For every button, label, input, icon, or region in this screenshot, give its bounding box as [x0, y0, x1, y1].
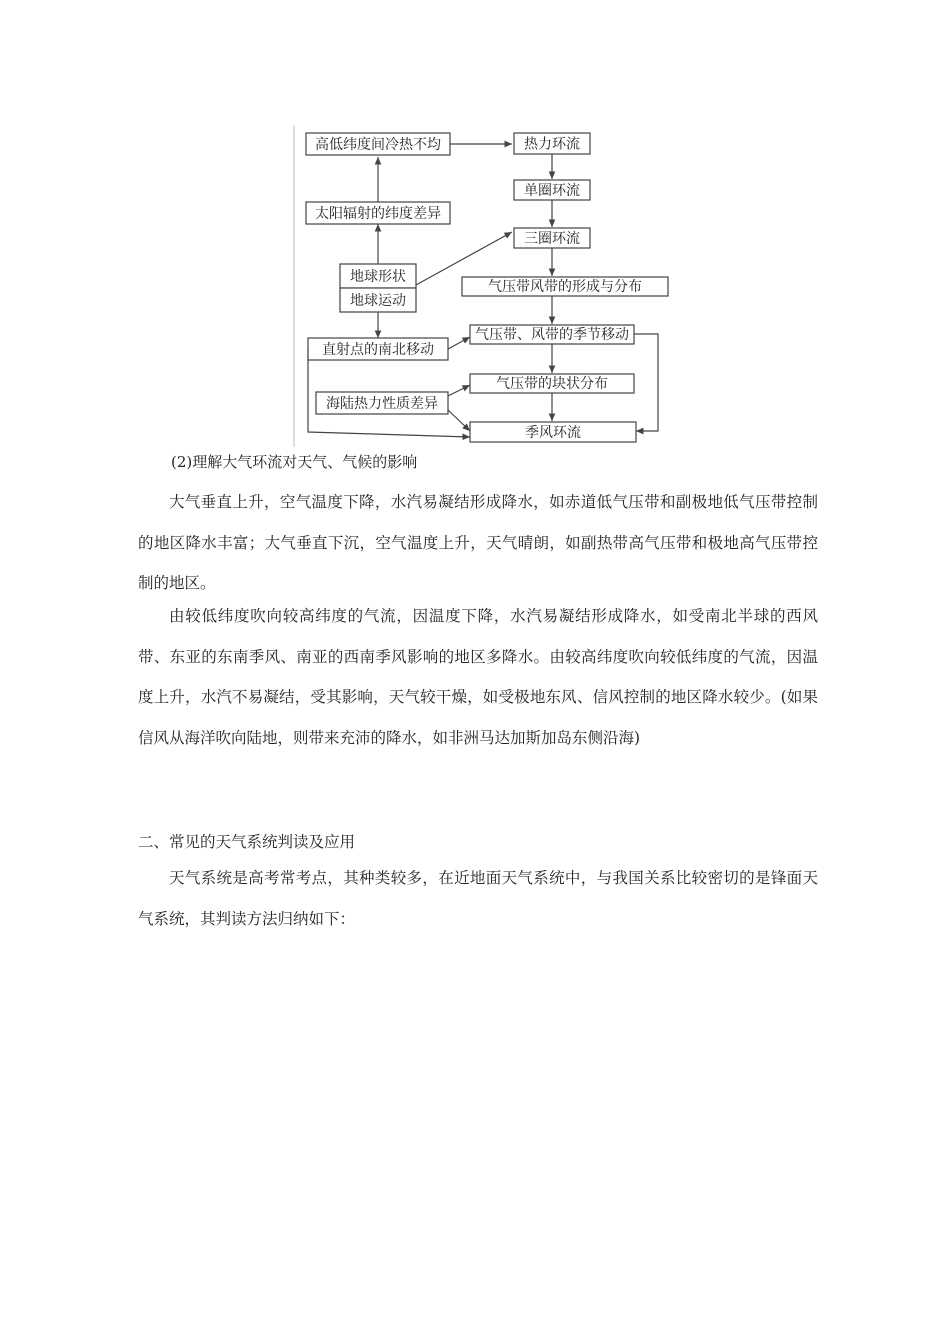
node-block-dist	[470, 374, 634, 393]
svg-text:直射点的南北移动: 直射点的南北移动	[322, 342, 434, 358]
node-single-cell	[514, 180, 590, 200]
svg-text:三圈环流: 三圈环流	[524, 231, 580, 247]
edge-landsea-block	[448, 385, 470, 396]
edge-seasonal-monsoon	[634, 334, 658, 431]
paragraph-horizontal-flow: 由较低纬度吹向较高纬度的气流，因温度下降，水汽易凝结形成降水，如受南北半球的西风带、东亚的东南季风、南亚的西南季风影响的地区多降水。由较高纬度吹向较低纬度的气流，因温度上升，水汽不易凝结，受其影响，天气较干燥，如受极地东风、信风控制的地区降水较少。(如果信风从海洋吹向陆地，则带来充沛的降水，如非洲马达加斯加岛东侧沿海)	[138, 607, 818, 747]
edge-direct-seasonal	[448, 337, 470, 349]
svg-text:海陆热力性质差异: 海陆热力性质差异	[326, 396, 438, 412]
svg-text:太阳辐射的纬度差异: 太阳辐射的纬度差异	[315, 206, 441, 222]
diagram-caption: (2)理解大气环流对天气、气候的影响	[171, 453, 418, 471]
svg-text:气压带风带的形成与分布: 气压带风带的形成与分布	[488, 279, 642, 295]
node-earth-shape	[340, 264, 416, 288]
svg-text:热力环流: 热力环流	[524, 136, 580, 153]
node-pressure-form	[462, 277, 668, 296]
node-monsoon	[470, 422, 636, 442]
svg-text:单圈环流: 单圈环流	[524, 183, 580, 199]
node-three-cell	[514, 228, 590, 248]
node-seasonal-move	[470, 325, 634, 344]
edge-landsea-monsoon	[448, 410, 470, 431]
node-direct-point	[308, 338, 448, 360]
node-solar-lat	[306, 202, 450, 224]
svg-text:高低纬度间冷热不均: 高低纬度间冷热不均	[315, 137, 441, 153]
paragraph-vertical-motion: 大气垂直上升，空气温度下降，水汽易凝结形成降水，如赤道低气压带和副极地低气压带控制的地区降水丰富；大气垂直下沉，空气温度上升，天气晴朗，如副热带高气压带和极地高气压带控制的地区。	[138, 493, 818, 592]
node-earth-motion	[340, 288, 416, 312]
svg-text:地球形状: 地球形状	[350, 269, 406, 285]
atmospheric-circulation-flowchart	[290, 125, 680, 447]
svg-text:气压带的块状分布: 气压带的块状分布	[496, 376, 608, 392]
svg-text:气压带、风带的季节移动: 气压带、风带的季节移动	[475, 327, 629, 343]
node-thermal	[514, 133, 590, 154]
paragraph-weather-systems: 天气系统是高考常考点，其种类较多，在近地面天气系统中，与我国关系比较密切的是锋面天气系统，其判读方法归纳如下：	[138, 869, 818, 928]
svg-text:季风环流: 季风环流	[525, 425, 581, 441]
svg-text:地球运动: 地球运动	[350, 293, 406, 309]
node-land-sea	[316, 392, 448, 414]
node-lat-heat	[306, 133, 450, 155]
section-heading: 二、常见的天气系统判读及应用	[138, 833, 356, 851]
